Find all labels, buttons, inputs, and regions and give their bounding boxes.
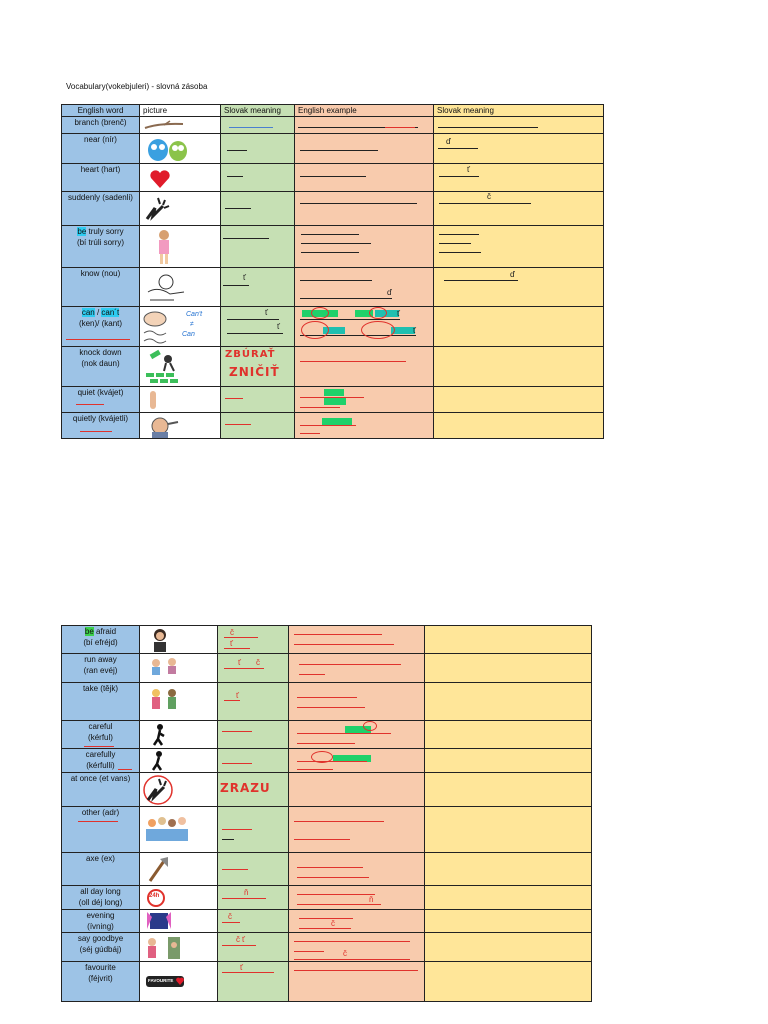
shush-icon (142, 389, 164, 411)
english-word: suddenly (sadenli) (62, 192, 140, 226)
english-word: carefully (kérfulli) (62, 749, 140, 773)
table-row: take (tějk) ť (62, 683, 592, 721)
table-row (62, 721, 592, 749)
table-row (62, 413, 604, 439)
can-picture (140, 307, 221, 347)
quiet-picture (140, 387, 221, 413)
table-row: favourite (féjvrit) FAVOURITE ť (62, 962, 592, 1002)
header-english-example: English example (295, 105, 434, 117)
careful-picture (140, 721, 218, 749)
branch-picture (140, 117, 221, 134)
thinking-man-icon (144, 272, 188, 304)
english-word: branch (brenč) (62, 117, 140, 134)
favourite-picture (140, 962, 218, 1002)
vocab-table-1 (61, 104, 604, 439)
handwritten-note: ZBÚRAŤ (225, 349, 276, 360)
owls-icon (146, 136, 190, 162)
quietly-picture (140, 413, 221, 439)
table-row (62, 134, 604, 164)
d-caron: ď (387, 288, 392, 297)
running-kids-icon (148, 656, 182, 680)
old-man-icon (144, 414, 180, 438)
header-slovak-meaning: Slovak meaning (221, 105, 295, 117)
english-word: near (nír) (62, 134, 140, 164)
header-row (62, 105, 604, 117)
english-word: say goodbye (séj gúdbáj) (62, 933, 140, 962)
girl-icon (154, 228, 174, 266)
waving-kids-icon (144, 935, 182, 961)
table-row (62, 268, 604, 307)
english-word: all day long (oll déj long) (62, 886, 140, 910)
page-title: Vocabulary(vokebjuleri) - slovná zásoba (66, 82, 208, 91)
kids-icon (146, 685, 182, 719)
axe-picture (140, 853, 218, 886)
can-label: Can (182, 331, 195, 338)
table-row (62, 853, 592, 886)
t-caron: ť (467, 165, 470, 174)
handwritten-note: ZNIČIŤ (229, 365, 280, 379)
knockdown-picture (140, 347, 221, 387)
table-row: say goodbye (séj gúdbáj) č ť č (62, 933, 592, 962)
table-row (62, 773, 592, 807)
branch-icon (144, 120, 184, 131)
favourite-badge-label: FAVOURITE (148, 978, 174, 983)
cartoon-icon (142, 309, 168, 345)
handwritten-note: ZRAZU (220, 781, 271, 795)
suddenly-picture (140, 192, 221, 226)
header-english-word: English word (62, 105, 140, 117)
heart-picture (140, 164, 221, 192)
english-word: heart (hart) (62, 164, 140, 192)
crowd-icon (144, 813, 188, 845)
table-row (62, 749, 592, 773)
table-row: evening (ívning) č č (62, 910, 592, 933)
english-word: be truly sorry (bí trúli sorry) (62, 226, 140, 268)
neq-label: ≠ (190, 321, 194, 328)
english-word: axe (ex) (62, 853, 140, 886)
english-word: evening (ívning) (62, 910, 140, 933)
table-row (62, 387, 604, 413)
near-picture (140, 134, 221, 164)
24h-label: 24h (149, 893, 160, 899)
d-caron: ď (446, 137, 451, 146)
night-window-icon (146, 911, 172, 931)
english-word: be afraid (bí efréjd) (62, 626, 140, 654)
english-word: take (tějk) (62, 683, 140, 721)
heart-icon (149, 169, 171, 189)
header-slovak-meaning-2: Slovak meaning (434, 105, 604, 117)
scared-woman-icon (150, 627, 170, 653)
allday-picture (140, 886, 218, 910)
know-picture (140, 268, 221, 307)
table-row: can / can´t (ken)/ (kant) Can't ≠ Can ť ť ť ť (62, 307, 604, 347)
d-caron: ď (510, 270, 515, 279)
surprise-icon (142, 774, 176, 806)
other-picture (140, 807, 218, 853)
vocab-table-2 (61, 625, 592, 1002)
table-row (62, 164, 604, 192)
stairs-walker-icon (148, 723, 170, 747)
cant-label: Can't (186, 311, 203, 318)
table-row (62, 192, 604, 226)
english-word: other (adr) (62, 807, 140, 853)
header-picture: picture (140, 105, 221, 117)
table-row: be afraid (bí efréjd) č ť (62, 626, 592, 654)
table-row (62, 226, 604, 268)
english-word: careful (kérful) (62, 721, 140, 749)
goodbye-picture (140, 933, 218, 962)
english-word: at once (et vans) (62, 773, 140, 807)
table-row: all day long (oll déj long) 24h ň ň (62, 886, 592, 910)
carefully-picture (140, 749, 218, 773)
c-caron: č (487, 192, 491, 201)
table-row: run away (ran evéj) ť č (62, 654, 592, 683)
surprise-icon (143, 194, 173, 224)
english-word: quiet (kvájet) (62, 387, 140, 413)
english-word: knock down (nok daun) (62, 347, 140, 387)
afraid-picture (140, 626, 218, 654)
table-row (62, 807, 592, 853)
falling-bricks-icon (144, 349, 184, 385)
english-word: run away (ran evéj) (62, 654, 140, 683)
axe-icon (146, 855, 172, 883)
english-word: can / can´t (ken)/ (kant) (62, 307, 140, 347)
table-row (62, 117, 604, 134)
take-picture (140, 683, 218, 721)
heart-icon (176, 977, 184, 986)
english-word: know (nou) (62, 268, 140, 307)
atonce-picture (140, 773, 218, 807)
english-word: favourite (féjvrit) (62, 962, 140, 1002)
runaway-picture (140, 654, 218, 683)
evening-picture (140, 910, 218, 933)
sorry-picture (140, 226, 221, 268)
stairs-walker-icon (148, 750, 168, 772)
table-row (62, 347, 604, 387)
english-word: quietly (kvájetli) (62, 413, 140, 439)
word-highlight: be (77, 227, 87, 236)
t-caron: ť (243, 273, 246, 282)
